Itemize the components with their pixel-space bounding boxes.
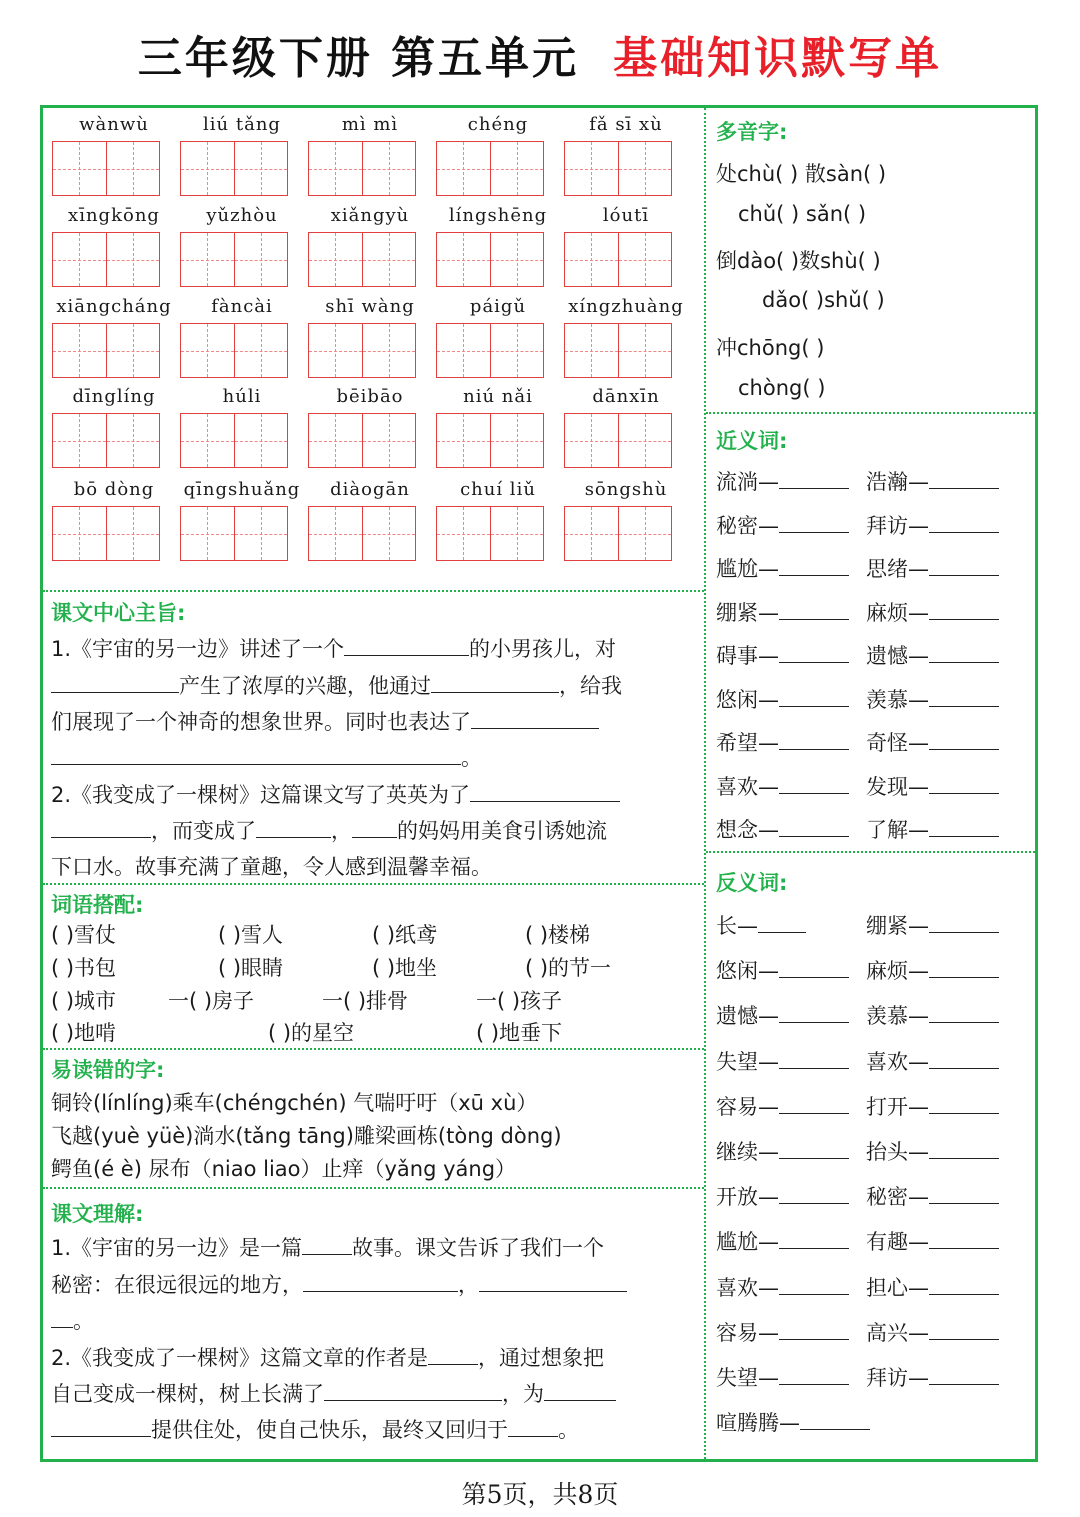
answer-blank[interactable] [256, 817, 331, 838]
antonym-pair: 拜访— [866, 1362, 999, 1392]
answer-blank[interactable] [344, 635, 469, 656]
pinyin-label: xiǎngyù [330, 205, 410, 226]
antonym-pair: 容易— [716, 1091, 849, 1121]
understanding-line-3: 。 [51, 1305, 94, 1335]
pinyin-label: diàogān [330, 479, 410, 500]
synonym-pair: 尴尬— [716, 553, 849, 583]
answer-blank[interactable] [779, 1002, 849, 1023]
synonym-pair: 拜访— [866, 510, 999, 540]
writing-grid[interactable] [564, 413, 672, 468]
synonym-pair: 发现— [866, 771, 999, 801]
answer-blank[interactable] [779, 1048, 849, 1069]
antonym-pair: 尴尬— [716, 1226, 849, 1256]
pinyin-label: xīngkōng [68, 205, 160, 226]
pinyin-label: húli [222, 386, 262, 407]
understanding-line-5: 自己变成一棵树，树上长满了 ，为 [51, 1378, 616, 1408]
divider [43, 1187, 704, 1189]
section-heading-understanding: 课文理解: [51, 1202, 144, 1226]
answer-blank[interactable] [51, 744, 461, 765]
collocation-item[interactable]: ( )眼睛 [218, 956, 284, 980]
answer-blank[interactable] [779, 642, 849, 663]
section-heading-misread: 易读错的字: [51, 1058, 165, 1082]
pinyin-label: xíngzhuàng [568, 296, 684, 317]
synonym-pair: 喜欢— [716, 771, 849, 801]
divider [706, 412, 1035, 414]
antonym-pair: 喧腾腾— [716, 1407, 870, 1437]
misread-line: 飞越(yuè yüè)淌水(tǎng tāng)雕梁画栋(tòng dòng) [51, 1124, 562, 1148]
answer-blank[interactable] [51, 1307, 73, 1328]
antonym-pair: 开放— [716, 1181, 849, 1211]
answer-blank[interactable] [471, 708, 599, 729]
collocation-item[interactable]: ( )雪仗 [51, 923, 117, 947]
writing-grid[interactable] [308, 323, 416, 378]
synonym-pair: 奇怪— [866, 727, 999, 757]
answer-blank[interactable] [779, 773, 849, 794]
answer-blank[interactable] [929, 1319, 999, 1340]
pinyin-label: bō dòng [73, 479, 155, 500]
answer-blank[interactable] [779, 1319, 849, 1340]
understanding-line-1: 1.《宇宙的另一边》是一篇 故事。课文告诉了我们一个 [51, 1236, 605, 1260]
pinyin-label: dānxīn [592, 386, 660, 407]
collocation-item[interactable]: 一( )房子 [168, 989, 255, 1013]
collocation-item[interactable]: ( )地垂下 [476, 1021, 563, 1045]
antonym-pair: 容易— [716, 1317, 849, 1347]
theme-line-3: 们展现了一个神奇的想象世界。同时也表达了 [51, 706, 599, 736]
writing-grid[interactable] [308, 413, 416, 468]
pinyin-label: shī wàng [325, 296, 415, 317]
antonym-pair: 羡慕— [866, 1000, 999, 1030]
answer-blank[interactable] [929, 1183, 999, 1204]
synonym-pair: 流淌— [716, 466, 849, 496]
answer-blank[interactable] [929, 1048, 999, 1069]
writing-grid[interactable] [436, 141, 544, 196]
understanding-line-6: 提供住处，使自己快乐，最终又回归于 。 [51, 1414, 579, 1444]
divider [706, 851, 1035, 853]
answer-blank[interactable] [302, 1234, 352, 1255]
answer-blank[interactable] [929, 642, 999, 663]
answer-blank[interactable] [779, 599, 849, 620]
column-divider [704, 108, 706, 1459]
pinyin-label: niú nǎi [463, 386, 533, 407]
antonym-pair: 喜欢— [716, 1272, 849, 1302]
synonym-pair: 希望— [716, 727, 849, 757]
answer-blank[interactable] [929, 1228, 999, 1249]
answer-blank[interactable] [929, 957, 999, 978]
writing-grid[interactable] [308, 506, 416, 561]
writing-grid[interactable] [180, 413, 288, 468]
theme-line-4: 。 [51, 742, 482, 772]
title-main: 三年级下册 第五单元 [137, 33, 580, 84]
answer-blank[interactable] [929, 512, 999, 533]
answer-blank[interactable] [779, 468, 849, 489]
polyphone-item: 处chù( ) 散sàn( ) [716, 162, 887, 186]
collocation-item[interactable]: ( )楼梯 [525, 923, 591, 947]
writing-grid[interactable] [52, 413, 160, 468]
antonym-pair: 高兴— [866, 1317, 999, 1347]
answer-blank[interactable] [51, 1416, 151, 1437]
section-heading-antonym: 反义词: [716, 871, 788, 895]
answer-blank[interactable] [929, 468, 999, 489]
answer-blank[interactable] [324, 1380, 502, 1401]
answer-blank[interactable] [779, 512, 849, 533]
antonym-pair: 抬头— [866, 1136, 999, 1166]
pinyin-label: páigǔ [469, 296, 527, 317]
answer-blank[interactable] [303, 1271, 458, 1292]
pinyin-label: fàncài [211, 296, 273, 317]
pinyin-label: mì mì [341, 114, 399, 135]
answer-blank[interactable] [929, 686, 999, 707]
antonym-pair: 喜欢— [866, 1046, 999, 1076]
antonym-pair: 失望— [716, 1046, 849, 1076]
theme-line-7: 下口水。故事充满了童趣，令人感到温馨幸福。 [51, 855, 492, 879]
antonym-pair: 麻烦— [866, 955, 999, 985]
synonym-pair: 麻烦— [866, 597, 999, 627]
answer-blank[interactable] [779, 1093, 849, 1114]
pinyin-label: bēibāo [336, 386, 404, 407]
misread-line: 鳄鱼(é è) 尿布（niao liao）止痒（yǎng yáng） [51, 1157, 517, 1181]
writing-grid[interactable] [564, 232, 672, 287]
pinyin-label: yǔzhòu [206, 205, 278, 226]
answer-blank[interactable] [779, 686, 849, 707]
answer-blank[interactable] [779, 1274, 849, 1295]
answer-blank[interactable] [779, 1364, 849, 1385]
antonym-pair: 有趣— [866, 1226, 999, 1256]
section-heading-synonym: 近义词: [716, 429, 788, 453]
writing-grid[interactable] [52, 506, 160, 561]
synonym-pair: 思绪— [866, 553, 999, 583]
understanding-line-4: 2.《我变成了一棵树》这篇文章的作者是 ，通过想象把 [51, 1346, 605, 1370]
writing-grid[interactable] [52, 323, 160, 378]
collocation-item[interactable]: ( )的星空 [268, 1021, 355, 1045]
collocation-item[interactable]: ( )的节一 [525, 956, 612, 980]
pinyin-label: xiāngcháng [56, 296, 172, 317]
page-number: 第5页，共8页 [461, 1480, 619, 1509]
antonym-pair: 长— [716, 910, 806, 940]
page-title [0, 22, 1080, 86]
collocation-item[interactable]: ( )地啃 [51, 1021, 117, 1045]
writing-grid[interactable] [180, 506, 288, 561]
collocation-item[interactable]: ( )雪人 [218, 923, 284, 947]
antonym-pair: 秘密— [866, 1181, 999, 1211]
collocation-item[interactable]: ( )地坐 [372, 956, 438, 980]
answer-blank[interactable] [779, 1228, 849, 1249]
pinyin-label: dīnglíng [72, 386, 156, 407]
answer-blank[interactable] [479, 1271, 627, 1292]
answer-blank[interactable] [470, 781, 620, 802]
synonym-pair: 想念— [716, 814, 849, 844]
answer-blank[interactable] [428, 1344, 478, 1365]
writing-grid[interactable] [564, 506, 672, 561]
pinyin-label: língshēng [448, 205, 548, 226]
pinyin-label: wànwù [79, 114, 149, 135]
answer-blank[interactable] [779, 816, 849, 837]
answer-blank[interactable] [929, 816, 999, 837]
collocation-item[interactable]: ( )城市 [51, 989, 117, 1013]
synonym-pair: 碍事— [716, 640, 849, 670]
pinyin-label: chéng [467, 114, 529, 135]
answer-blank[interactable] [352, 817, 397, 838]
writing-grid[interactable] [308, 232, 416, 287]
writing-grid[interactable] [564, 323, 672, 378]
writing-grid[interactable] [180, 141, 288, 196]
synonym-pair: 遗憾— [866, 640, 999, 670]
writing-grid[interactable] [52, 232, 160, 287]
theme-line-6: ，而变成了 ， 的妈妈用美食引诱她流 [51, 815, 607, 845]
polyphone-item: 冲chōng( ) [716, 336, 825, 360]
answer-blank[interactable] [758, 912, 806, 933]
answer-blank[interactable] [929, 773, 999, 794]
answer-blank[interactable] [779, 729, 849, 750]
theme-line-2: 产生了浓厚的兴趣，他通过 ，给我 [51, 670, 622, 700]
synonym-pair: 浩瀚— [866, 466, 999, 496]
divider [43, 883, 704, 885]
divider [43, 1048, 704, 1050]
theme-line-1: 1.《宇宙的另一边》讲述了一个 的小男孩儿，对 [51, 637, 617, 661]
writing-grid[interactable] [180, 232, 288, 287]
polyphone-item: chǔ( ) sǎn( ) [738, 202, 867, 226]
writing-grid[interactable] [436, 232, 544, 287]
answer-blank[interactable] [929, 729, 999, 750]
writing-grid[interactable] [436, 323, 544, 378]
answer-blank[interactable] [544, 1380, 616, 1401]
pinyin-label: sōngshù [584, 479, 668, 500]
polyphone-item: 倒dào( )数shù( ) [716, 249, 881, 273]
answer-blank[interactable] [929, 1093, 999, 1114]
answer-blank[interactable] [929, 555, 999, 576]
writing-grid[interactable] [436, 506, 544, 561]
antonym-pair: 绷紧— [866, 910, 999, 940]
answer-blank[interactable] [929, 1138, 999, 1159]
section-heading-polyphone: 多音字: [716, 120, 788, 144]
answer-blank[interactable] [929, 1364, 999, 1385]
answer-blank[interactable] [779, 957, 849, 978]
title-accent: 基础知识默写单 [613, 33, 943, 84]
antonym-pair: 打开— [866, 1091, 999, 1121]
antonym-pair: 担心— [866, 1272, 999, 1302]
pinyin-label: fǎ sī xù [589, 114, 663, 135]
pinyin-label: chuí liǔ [460, 479, 536, 500]
polyphone-item: chòng( ) [738, 376, 826, 400]
pinyin-label: lóutī [602, 205, 650, 226]
writing-grid[interactable] [436, 413, 544, 468]
antonym-pair: 悠闲— [716, 955, 849, 985]
answer-blank[interactable] [508, 1416, 558, 1437]
writing-grid[interactable] [180, 323, 288, 378]
collocation-item[interactable]: ( )纸鸢 [372, 923, 438, 947]
antonym-pair: 继续— [716, 1136, 849, 1166]
answer-blank[interactable] [929, 1274, 999, 1295]
synonym-pair: 绷紧— [716, 597, 849, 627]
synonym-pair: 悠闲— [716, 684, 849, 714]
pinyin-label: liú tǎng [203, 114, 281, 135]
synonym-pair: 秘密— [716, 510, 849, 540]
antonym-pair: 遗憾— [716, 1000, 849, 1030]
antonym-pair: 失望— [716, 1362, 849, 1392]
answer-blank[interactable] [929, 912, 999, 933]
writing-grid[interactable] [52, 141, 160, 196]
misread-line: 铜铃(línlíng)乘车(chéngchén) 气喘吁吁（xū xù） [51, 1091, 538, 1115]
answer-blank[interactable] [779, 1138, 849, 1159]
writing-grid[interactable] [308, 141, 416, 196]
answer-blank[interactable] [51, 672, 179, 693]
collocation-item[interactable]: ( )书包 [51, 956, 117, 980]
answer-blank[interactable] [431, 672, 559, 693]
collocation-item[interactable]: 一( )孩子 [476, 989, 563, 1013]
synonym-pair: 羡慕— [866, 684, 999, 714]
answer-blank[interactable] [779, 555, 849, 576]
answer-blank[interactable] [779, 1183, 849, 1204]
pinyin-label: qīngshuǎng [183, 479, 301, 500]
theme-line-5: 2.《我变成了一棵树》这篇课文写了英英为了 [51, 779, 620, 809]
polyphone-item: dǎo( )shǔ( ) [762, 288, 885, 312]
divider [43, 590, 704, 592]
understanding-line-2: 秘密：在很远很远的地方， ， [51, 1269, 627, 1299]
section-heading-theme: 课文中心主旨: [51, 601, 186, 625]
synonym-pair: 了解— [866, 814, 999, 844]
section-heading-collocation: 词语搭配: [51, 893, 144, 917]
answer-blank[interactable] [51, 817, 151, 838]
answer-blank[interactable] [929, 1002, 999, 1023]
writing-grid[interactable] [564, 141, 672, 196]
answer-blank[interactable] [929, 599, 999, 620]
answer-blank[interactable] [800, 1409, 870, 1430]
collocation-item[interactable]: 一( )排骨 [322, 989, 409, 1013]
